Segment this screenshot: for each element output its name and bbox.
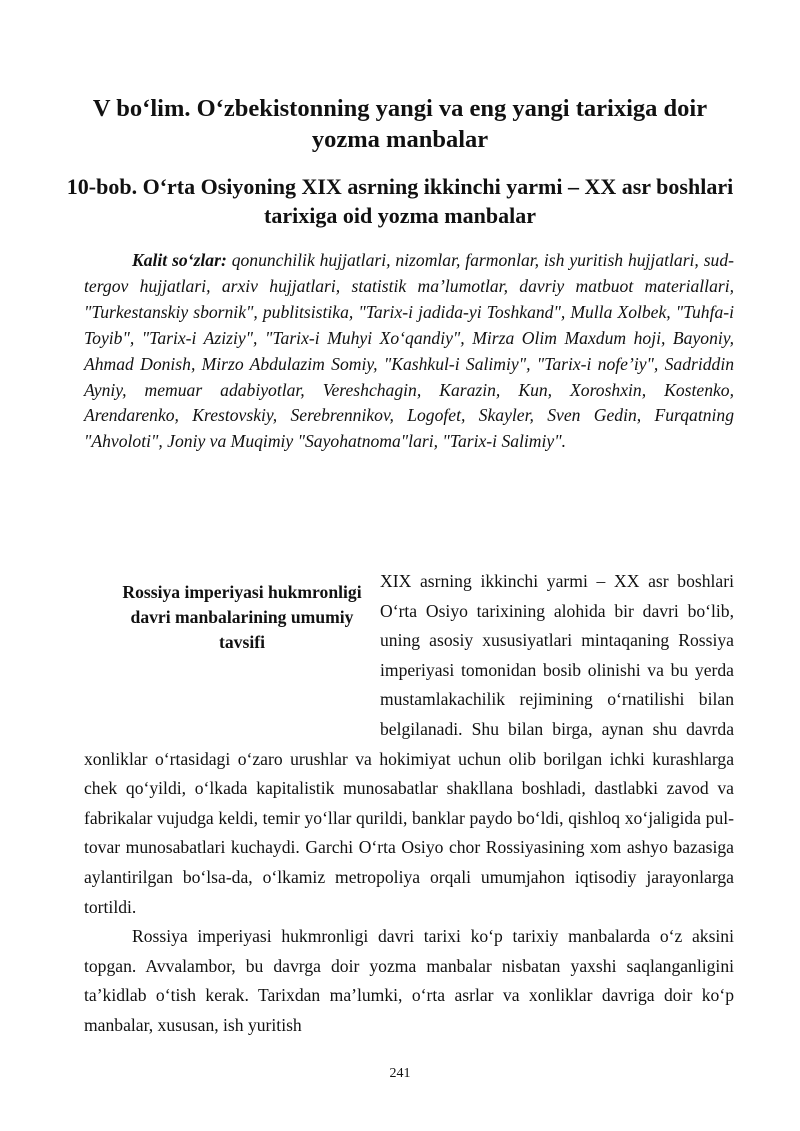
part-title: V bo‘lim. O‘zbekistonning yangi va eng yangi tarixiga doir yozma manbalar (92, 95, 708, 153)
section-title-spacer (84, 567, 380, 715)
page-number: 241 (389, 1066, 411, 1081)
body-text (84, 567, 734, 1041)
chapter-title: 10-bob. O‘rta Osiyoning XIX asrning ikkinchi yarmi – XX asr boshlari tarixiga oid yozma manbalar (66, 174, 734, 228)
keywords-text: qonunchilik hujjatlari, nizomlar, farmonlar, ish yuritish hujjatlari, sud-tergov hujjatlari, arxiv hujjatlari, statistik ma’lumotlar, davriy matbuot materiallari, "Turkestanskiy sbornik", publitsistika, "Tarix-i jadida-yi Toshkand", Mulla Xolbek, "Tuhfa-i Toyib", "Tarix-i Aziziy", "Tarix-i Muhyi Xo‘qandiy", Mirza Olim Maxdum hoji, Bayoniy, Ahmad Donish, Mirzo Abdulazim Somiy, "Kashkul-i Salimiy", "Tarix-i nofe’iy", Sadriddin Ayniy, memuar adabiyotlar, Vereshchagin, Karazin, Kun, Xoroshxin, Kostenko, Arendarenko, Krestovskiy, Serebrennikov, Logofet, Skayler, Sven Gedin, Furqatning "Ahvoloti", Joniy va Muqimiy "Sayohatnoma"lari, "Tarix-i Salimiy". (84, 250, 734, 452)
section-title: Rossiya imperiyasi hukmronligi davri manbalarining umumiy tavsifi (122, 582, 362, 652)
body-paragraph-1: XIX asrning ikkinchi yarmi – XX asr boshlari O‘rta Osiyo tarixining alohida bir davri bo‘lib, uning asosiy xususiyatlari mintaqaning Rossiya imperiyasi tomonidan bosib olinishi va bu yerda mustamlakachilik rejimining o‘rnatilishi bilan belgilanadi. Shu bilan birga, aynan shu davrda xonliklar o‘rtasidagi o‘zaro urushlar va hokimiyat uchun olib borilgan ichki kurashlarga chek qo‘yildi, o‘lkada kapitalistik munosabatlar shakllana boshladi, dastlabki zavod va fabrikalar vujudga keldi, temir yo‘llar qurildi, banklar paydo bo‘ldi, qishloq xo‘jaligida pul-tovar munosabatlari kuchaydi. Garchi O‘rta Osiyo chor Rossiyasining xom ashyo bazasiga aylantirilgan bo‘lsa-da, o‘lkamiz metropoliya orqali umumjahon iqtisodiy jarayonlarga tortildi. (84, 571, 734, 917)
keywords-label: Kalit so‘zlar: (132, 250, 227, 270)
body-paragraph-2: Rossiya imperiyasi hukmronligi davri tarixi ko‘p tarixiy manbalarda o‘z aksini topgan. Avvalambor, bu davrga doir yozma manbalar nisbatan yaxshi saqlanganligini ta’kidlab o‘tish kerak. Tarixdan ma’lumki, o‘rta asrlar va xonliklar davriga doir ko‘p manbalar, xususan, ish yuritish (84, 926, 734, 1035)
keywords-paragraph (84, 248, 734, 455)
